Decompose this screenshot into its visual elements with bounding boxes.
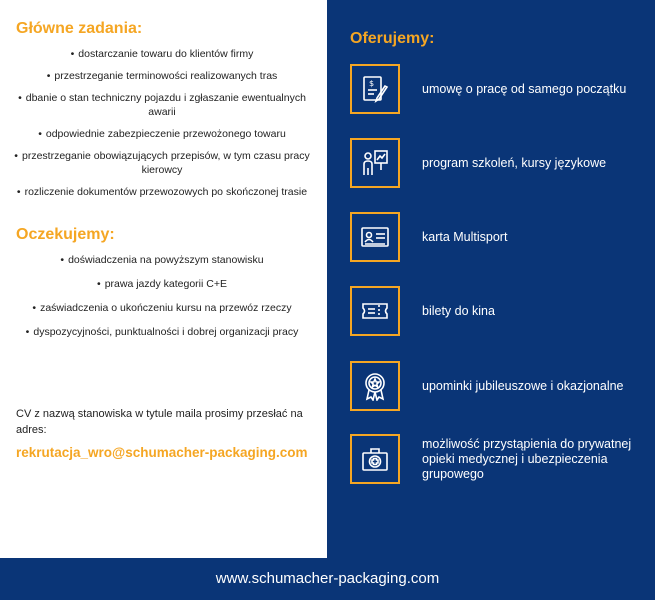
tasks-heading: Główne zadania:	[16, 20, 143, 37]
svg-text:$: $	[369, 79, 375, 88]
ticket-icon	[350, 286, 400, 336]
list-item: • przestrzeganie terminowości realizowanych tras	[46, 70, 278, 82]
offer-item	[350, 434, 650, 484]
offer-label: bilety do kina	[422, 303, 495, 318]
list-item: • przestrzeganie obowiązujących przepisów, w tym czasu pracy kierowcy	[14, 150, 310, 176]
offer-item	[350, 361, 650, 411]
list-item: • prawa jazdy kategorii C+E	[97, 278, 227, 290]
list-item: • zaświadczenia o ukończeniu kursu na przewóz rzeczy	[32, 302, 292, 314]
list-item: • dbanie o stan techniczny pojazdu i zgłaszanie ewentualnych awarii	[18, 92, 306, 118]
tasks-list	[6, 47, 318, 207]
offer-item	[350, 286, 650, 336]
list-item: • rozliczenie dokumentów przewozowych po skończonej trasie	[16, 186, 308, 198]
cv-note: CV z nazwą stanowiska w tytule maila prosimy przesłać na adres:	[16, 408, 303, 436]
offer-label: karta Multisport	[422, 229, 508, 244]
medical-kit-icon	[350, 434, 400, 484]
footer-website[interactable]: www.schumacher-packaging.com	[0, 558, 655, 600]
list-item: • dostarczanie towaru do klientów firmy	[70, 48, 254, 60]
offer-label: umowę o pracę od samego początku	[422, 81, 627, 96]
contract-icon	[350, 64, 400, 114]
list-item: • doświadczenia na powyższym stanowisku	[60, 254, 264, 266]
offer-label: możliwość przystąpienia do prywatnej opieki medycznej i ubezpieczenia grupowego	[422, 436, 632, 481]
medal-icon	[350, 361, 400, 411]
offer-label: program szkoleń, kursy językowe	[422, 155, 607, 170]
list-item: • odpowiednie zabezpieczenie przewożonego towaru	[38, 128, 286, 140]
offer-item	[350, 64, 650, 114]
offer-label: upominki jubileuszowe i okazjonalne	[422, 378, 624, 393]
offers-heading: Oferujemy:	[350, 30, 435, 47]
expectations-list	[6, 253, 318, 349]
expect-heading: Oczekujemy:	[16, 226, 115, 243]
card-icon	[350, 212, 400, 262]
left-panel	[0, 0, 327, 558]
list-item: • dyspozycyjności, punktualności i dobrej organizacji pracy	[25, 326, 299, 338]
offer-item	[350, 212, 650, 262]
email-link[interactable]: rekrutacja_wro@schumacher-packaging.com	[16, 445, 308, 460]
training-icon	[350, 138, 400, 188]
offer-item	[350, 138, 650, 188]
